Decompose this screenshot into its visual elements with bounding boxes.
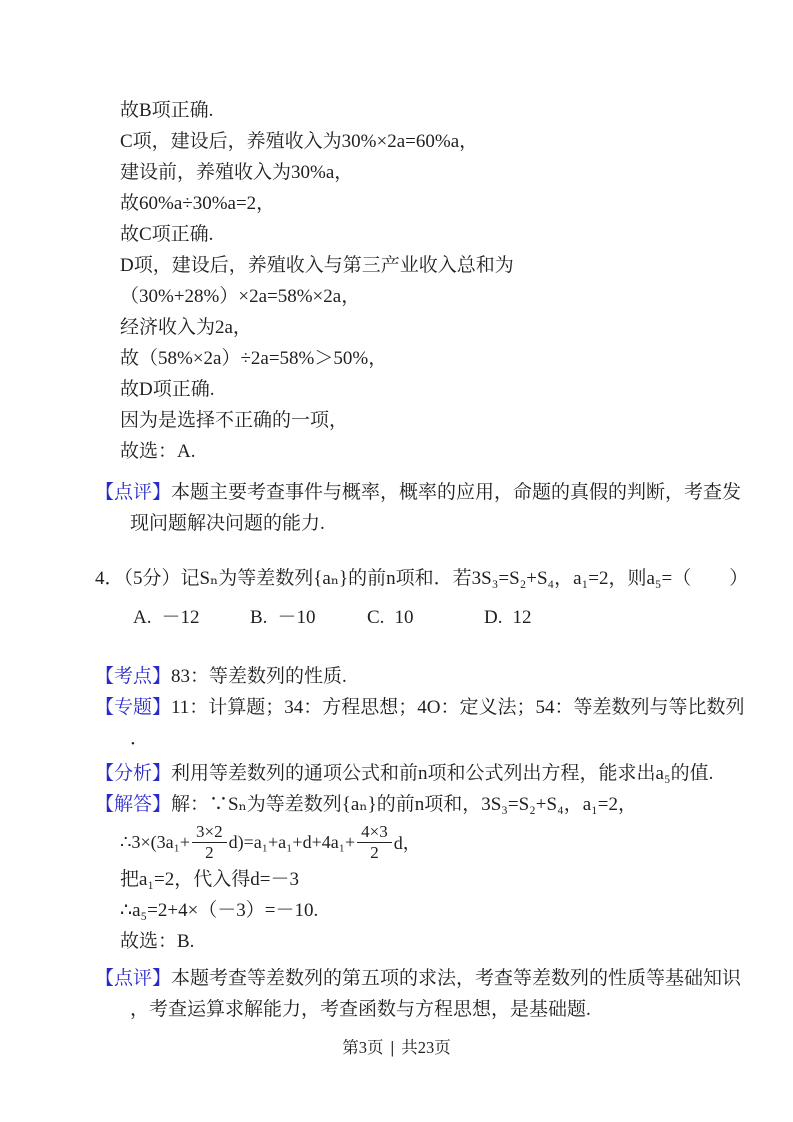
- equation-suffix: d，: [393, 833, 421, 853]
- fraction-1-numerator: 3×2: [192, 822, 227, 843]
- equation-middle: d)=a₁+a₁+d+4a₁+: [228, 831, 356, 852]
- option-b-label: B.: [250, 607, 268, 628]
- solution-line: 故（58%×2a）÷2a=58%＞50%，: [120, 348, 388, 369]
- question-stem: 4．（5分）记Sₙ为等差数列{aₙ}的前n项和．若3S₃=S₂+S₄，a₁=2，则a₅=（ ）: [95, 568, 749, 589]
- answer-paragraph: [95, 789, 753, 820]
- option-c: [367, 602, 484, 633]
- analysis-text: 利用等差数列的通项公式和前n项和公式列出方程，能求出a₅的值.: [171, 763, 714, 784]
- page-footer: [0, 1034, 793, 1058]
- solution-step: 把a₁=2，代入得d=－3: [120, 869, 299, 890]
- review-label: 【点评】: [95, 968, 172, 989]
- options-row: [95, 602, 753, 633]
- equation-prefix: ∴3×(3a₁+: [120, 831, 191, 852]
- option-d: [484, 602, 601, 633]
- solution-line: 经济收入为2a，: [120, 317, 252, 338]
- review-paragraph-q3: [95, 477, 753, 508]
- option-c-value: 10: [394, 607, 414, 628]
- footer-separator: |: [390, 1038, 395, 1057]
- analysis-paragraph: [95, 758, 753, 789]
- option-a: [133, 602, 250, 633]
- solution-answer-line: 故选：A.: [120, 441, 196, 462]
- exam-points-text: 83：等差数列的性质.: [171, 666, 347, 687]
- solution-line: C项，建设后，养殖收入为30%×2a=60%a，: [120, 131, 479, 152]
- option-b-value: －10: [277, 607, 316, 628]
- fraction-1: [192, 822, 227, 862]
- review-text-line1: 本题主要考查事件与概率，概率的应用，命题的真假的判断，考查发: [171, 482, 742, 503]
- topics-label: 【专题】: [95, 697, 172, 718]
- fraction-2-denominator: 2: [370, 843, 379, 862]
- option-b: [250, 602, 367, 633]
- answer-text: 解：∵Sₙ为等差数列{aₙ}的前n项和，3S₃=S₂+S₄，a₁=2，: [171, 794, 637, 815]
- fraction-1-denominator: 2: [205, 843, 214, 862]
- solution-line: 故60%a÷30%a=2，: [120, 193, 276, 214]
- solution-line: 故C项正确.: [120, 224, 214, 245]
- topics-text-line1: 11：计算题；34：方程思想；4O：定义法；54：等差数列与等比数列: [171, 697, 745, 718]
- solution-line: （30%+28%）×2a=58%×2a，: [120, 286, 361, 307]
- review-text-line2: ，考查运算求解能力，考查函数与方程思想，是基础题.: [130, 999, 591, 1020]
- equation-line: [95, 820, 753, 864]
- solution-line: 因为是选择不正确的一项，: [120, 410, 349, 431]
- fraction-2-numerator: 4×3: [357, 822, 392, 843]
- review-text-line2: 现问题解决问题的能力.: [130, 513, 325, 534]
- solution-line: D项，建设后，养殖收入与第三产业收入总和为: [120, 255, 514, 276]
- option-d-label: D.: [484, 607, 503, 628]
- solution-line: 故B项正确.: [120, 100, 214, 121]
- review-label: 【点评】: [95, 482, 172, 503]
- footer-total-pages: 共23页: [401, 1038, 451, 1057]
- fraction-2: [357, 822, 392, 862]
- solution-answer-line: 故选：B.: [120, 931, 195, 952]
- footer-page-number: 第3页: [342, 1038, 384, 1057]
- topics-paragraph: [95, 692, 753, 723]
- solution-line: 建设前，养殖收入为30%a，: [120, 162, 354, 183]
- option-c-label: C.: [367, 607, 385, 628]
- solution-step: ∴a₅=2+4×（－3）=－10.: [120, 900, 319, 921]
- topics-text-line2: ．: [130, 728, 150, 749]
- option-d-value: 12: [512, 607, 532, 628]
- exam-points-label: 【考点】: [95, 666, 172, 687]
- analysis-label: 【分析】: [95, 763, 172, 784]
- review-paragraph-q4: [95, 963, 753, 994]
- answer-label: 【解答】: [95, 794, 172, 815]
- option-a-label: A.: [133, 607, 152, 628]
- review-text-line1: 本题考查等差数列的第五项的求法，考查等差数列的性质等基础知识: [171, 968, 742, 989]
- solution-line: 故D项正确.: [120, 379, 215, 400]
- option-a-value: －12: [161, 607, 200, 628]
- exam-points-paragraph: [95, 661, 753, 692]
